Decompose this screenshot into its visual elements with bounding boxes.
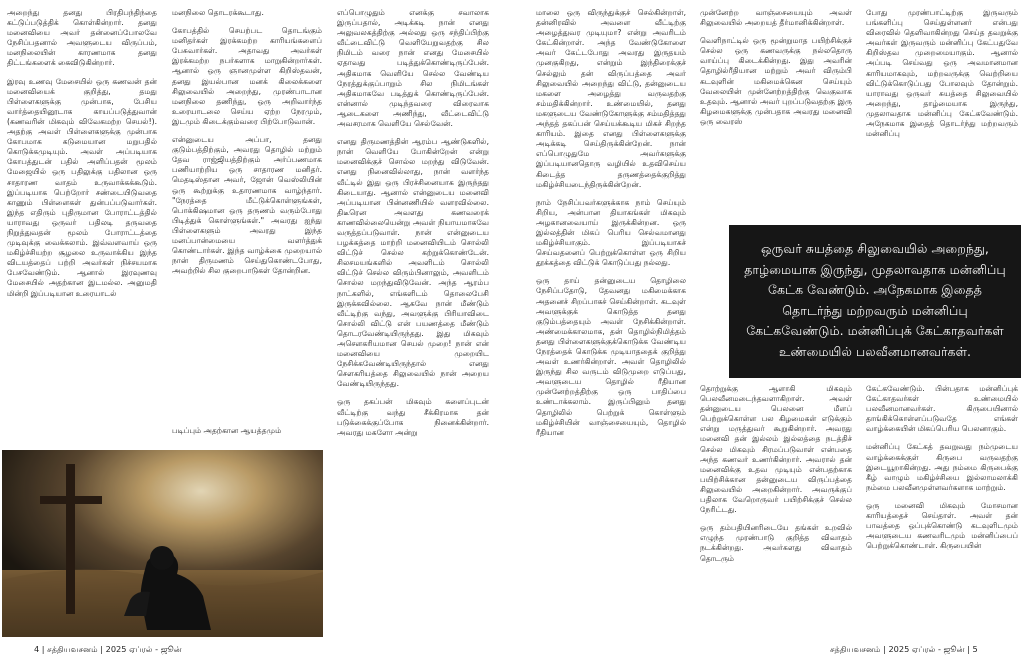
paragraph: அறைந்து தனது பிரதிபந்திந்தை கட்டுப்படுத்திக் கொள்கின்றார். தனது மனைவியை அவர் தன்னைப்போலவே நேசிப்பதனால் அவளுடைய விருப்பம், மனநிலையின் காரணமாக தனது திட்டங்களைக் கைவிடுகின்றார். (7, 8, 157, 68)
paragraph: படிப்பும் அதற்கான ஆயத்தமும் (172, 426, 282, 435)
pull-quote: ஒருவர் சுயத்தை சிலுவையில் அறைந்து, தாழ்மையாக இருந்து, முதலாவதாக மன்னிப்பு கேட்க வேண்டும். அநேகமாக இதைத் தொடர்ந்து மற்றவரும் மன்னிப்பு கேட்கவேண்டும். மன்னிப்புக் கேட்காதவர்கள் உண்மையில் பலவீனமானவர்கள். (729, 225, 1021, 378)
left-col-2-bottom (172, 426, 322, 446)
paragraph: நாம் நேசிப்பவர்களுக்காக நாம் செய்யும் சிறிய, அன்பான தியாகங்கள் மிகவும் அழகானவையாய் இருக்கின்றன. ஒரு இல்லத்தின் மிகப் பெரிய செல்வமானது மகிழ்ச்சியாகும். இப்படியாகச் செய்வதனைப் பெற்றுக்கொள்ள ஒரு சிறிய தூக்கத்தை விட்டுக் கொடுப்பது நல்லது. (536, 197, 686, 268)
paragraph: ஒரு தகப்பன் மிகவும் களைப்புடன் வீட்டிற்கு வந்து சீக்கிரமாக தன் படுக்கைக்குப்போக நினைக்கின்றார். அவரது மகளோ அன்று (337, 397, 489, 437)
paragraph: கோபத்தில் செயற்பட தொடங்கும் மனிதர்கள் இரக்கமற்ற காரியங்களைப் பேசுவார்கள். அதாவது அவர்கள் இரக்கமற்ற நபர்களாக மாறுகின்றார்கள். ஆனால் ஒரு ஞானமுள்ள கிறிஸ்தவன், தனது இயல்பான மனக் கிலைக்களை சிலுவையில் அறைந்து, முரண்பாடான மனநிலை தணிந்து, ஒரு அறிவார்ந்த உரையாடலை செய்ய ஏற்ற நேரமும், இடமும் கிடைக்கும்வரை பிற்போடுவான். (172, 26, 322, 126)
paragraph: ஒரு மனைவி மிகவும் மோசமான காரியத்தைச் செய்தாள். அவள் தன் பாவத்தை ஒப்புக்கொண்டு கடவுளிடமும் அவளுடைய கணவரிடமும் மன்னிப்பைப் பெற்றுக்கொண்டாள். கிருபையின் (866, 500, 1018, 551)
kneeling-man-at-cross-image (2, 450, 323, 637)
right-col-5-bottom (700, 384, 852, 638)
right-col-6-top (866, 8, 1018, 222)
paragraph: மனநிலை தொடரக்கூடாது. (172, 8, 264, 17)
paragraph: ஒரு தம்பதியினரிடையே தங்கள் உறவில் எழுந்த முரண்பாடு குறித்த விவாதம் நடக்கின்றது. அவர்களது விவாதம் தொடரும் (700, 523, 852, 563)
paragraph: போது முரண்பாட்டிற்கு இருவரும் பங்களிப்பு செய்துள்ளனர் என்பது விரைவில் தெளிவாகின்றது செய்த தவறுக்கு அவர்கள் இருவரும் மன்னிப்பு கேட்பதுவே கிறிஸ்தவ முறைமையாகும். ஆனால் அப்படி செய்வது ஒரு அவமானமான காரியமாகவும், மற்றவருக்கு வெற்றியை விட்டுக்கொடுப்பது போலவும் தோன்றும். யாராவது ஒருவர் சுயத்தை சிலுவையில் அறைந்து, தாழ்மையாக இருந்து, முதலாவதாக மன்னிப்பு கேட்கவேண்டும். அநேகமாக இதைத் தொடர்ந்து மற்றவரும் மன்னிப்பு (866, 8, 1018, 139)
paragraph: வெளிநாட்டில் ஒரு மூன்றுமாத பயிற்சிக்குச் செல்ல ஒரு கணவருக்கு நல்லதொரு வாய்ப்பு கிடைக்கின்றது. இது அவரின் தொழில்ரீதியான மற்றும் அவர் விரும்பி கடவுளின் மகிமைக்கென செய்யும் வேலையின் முன்னேற்றத்திற்கு வெகுவாக உதவும். ஆனால் அவர் புறப்படுவதற்கு இரு கிழமைகளுக்கு முன்பதாக அவரது மனைவி ஒரு வைரஸ் (700, 36, 852, 126)
paragraph: கேட்கவேண்டும். பின்பதாக மன்னிப்புக் கேட்காதவர்கள் உண்மையில் பலவீனமானவர்கள். கிருபையினால் தாங்கிக்கொள்ளப்படுவதே எங்கள் வாழ்க்கையின் மிகப்பெரிய பெலனாகும். (866, 384, 1018, 434)
photo-illustration (2, 450, 323, 637)
paragraph: மன்னிப்பு கேட்கத் தவறுவது நம்முடைய வாழ்க்கைக்குள் கிருபை வருவதற்கு இடையூறாகின்றது. அது நம்மை கிருபைக்கு கீழ் வாழும் மகிழ்ச்சியை இல்லாமலாக்கி நம்மை பலவீனமுள்ளவர்களாக மாற்றும். (866, 442, 1018, 492)
paragraph: தொற்றுக்கு ஆளாகி மிகவும் பெலவீனமடைந்தவளாகிறாள். அவள் தன்னுடைய பெலனை மீளப் பெற்றுக்கொள்ள பல கிழமைகள் எடுக்கும் என்று மருத்துவர் கூறுகின்றார். அவரது மனைவி தன் இல்லம் இல்லத்தை நடத்திச் செல்ல மிகவும் சிரமப்படுவாள் என்பதை அந்த கணவர் உணர்கின்றார். அவரால் தன் மனைவிக்கு உதவ முடியும் என்பதற்காக பயிற்சிக்கான தன்னுடைய விருப்பத்தை சிலுவையில் அறைகின்றார். அவருக்குப் பதிலாக வேறொருவர் பயிற்சிக்குச் செல்ல நேரிட்டது. (700, 384, 852, 515)
footer-right: சத்தியவசனம் | 2025 ஏப்ரல் - ஜூன் | 5 (830, 644, 978, 654)
left-col-3 (337, 8, 489, 638)
footer-left: 4 | சத்தியவசனம் | 2025 ஏப்ரல் - ஜூன் (34, 644, 182, 654)
left-col-1 (7, 8, 157, 448)
right-col-4 (536, 8, 686, 638)
left-col-2 (172, 8, 322, 440)
paragraph: எப்பொழுதும் எனக்கு சவாலாக இருப்பதால், அடிக்கடி நான் எனது அலுவலகத்திற்கு அல்லது ஒரு சந்திப்பிற்கு வீட்டைவிட்டு வெளியேறுவதற்கு சில நிமிடம் வரை நான் எனது மேசையில் ஏதாவது படித்துக்கொண்டிருப்பேன். அதிகமாக வெளியே செல்ல வேண்டிய நேரத்துக்குப்பாறும் சில நிமிடங்கள் அதிகமாகவே படித்துக் கொண்டிருப்பேன். என்னால் முடிந்தவரை விரைவாக ஆடைகளை அணிந்து, வீட்டைவிட்டு அவசரமாக வெளியே செல்வேன். (337, 8, 489, 129)
right-col-6-bottom (866, 384, 1018, 638)
right-col-5-top (700, 8, 852, 222)
paragraph: ஒரு தாய் தன்னுடைய தொழிலை நேசிப்பதோடு, தேவனது மகிமைக்காக அதனைச் சிறப்பாகச் செய்கின்றாள். கடவுள் அவளுக்குக் கொடுத்த தனது குடும்பத்தையும் அவள் நேசிக்கின்றாள். அண்மைக்காலமாக, தன் தொழில்நிமித்தம் தனது பிள்ளைகளுக்குக்கொடுக்க வேண்டிய நேரத்தைக் கொடுக்க முடியாததைக் குறித்து அவள் உணர்கின்றாள். அவள் தொழிலில் இருந்து சில வருடம் விடுமுறை எடுப்பது, அவளுடைய தொழில் ரீதியான முன்னேற்றத்திற்கு ஒரு பாதிப்பை உண்டாக்கலாம். இருப்பினும் தனது தொழிலில் பெற்றுக் கொள்ளும் மகிழ்ச்சியின் வாஞ்சையையும், தொழில் ரீதியான (536, 276, 686, 437)
paragraph: எனது திருமணத்தின் ஆரம்ப ஆண்டுகளில், நான் வெளியே போகின்றேன் என்று மனைவிக்குச் சொல்ல மறந்து விடுவேன். எனது நினைவில்லாது, நான் வளர்ந்த வீட்டில் இது ஒரு பிரச்சினையாக இருந்தது கிடையாது. ஆனால் என்னுடைய மனைவி அப்படியான பின்னணியில் வளரவில்லை. திடீரென அவளது கணவரைக் காணவில்லையென்று அவள் நியாயமாகவே வருத்தப்படுவாள். நான் என்னுடைய பழக்கத்தை மாற்றி மனைவியிடம் சொல்லி விட்டுச் செல்ல கற்றுக்கொண்டேன். சிலசமயங்களில் அவளிடம் சொல்லி விட்டுச் செல்ல விரும்பினாலும், அவளிடம் சொல்ல மறந்துவிடுவேன். அந்த ஆரம்ப நாட்களில், எங்களிடம் தொலைபேசி இருக்கவில்லை. ஆகவே நான் மீண்டும் வீட்டிற்கு வந்து, அவளுக்கு பிரியாவிடை சொல்லி விட்டு என் பயணத்தை மீண்டும் தொடரவேண்டியிருந்தது. இது மிகவும் அசௌகரியமான செயல் முறை! நான் என் மனைவியை முறையிட நேசிக்கவேண்டியிருந்தால் எனது சௌகரியத்தை சிலுவையில் நான் அறைய வேண்டியிருந்தது. (337, 137, 489, 389)
paragraph: இரவு உணவு மேசையில் ஒரு கணவன் தன் மனைவியைக் குறித்து, தமது பிள்ளைகளுக்கு முன்பாக, பேசிய வார்த்தையினூடாக காயப்படுத்துவான் (கணவரின் மிகவும் விவேகமற்ற செயல்!). அதற்கு அவள் பிள்ளைகளுக்கு முன்பாக கோபமாக கடுமையான மறுபதில் கொடுக்கமுடியும். அவள் அப்படியாக கோபத்துடன் பதில் அளிப்பதன் மூலம் மேஜையில் ஒரு பதிலுக்கு பதிலான ஒரு சாதாரண வாதம் உருவாக்கக்கூடும். இப்படியாக பெற்றோர் சண்டையிடுவதை காணும் பிள்ளைகள் துன்பப்படுவார்கள். இந்த எதிரும் புதிருமான போராட்டத்தில் யாராவது ஒருவர் பதிலடி தருவதை நிறுத்துவதன் மூலம் போராட்டத்தை முடிவுக்கு வைக்கலாம். இவ்வளவாய் ஒரு மகிழ்ச்சியற்ற சூழலை உருவாக்கிய இந்த விடயத்தைப் பற்றி அவர்கள் நிச்சயமாக பேசவேண்டும். ஆனால் இரவுணவு மேசையில் அதற்கான இடமல்ல. அனுமதி மின்றி இப்படியான உரையாடல் (7, 76, 157, 298)
paragraph: முன்னேற்ற வாஞ்சையையும் அவள் சிலுவையில் அறையத் தீர்மானிக்கின்றாள். (700, 8, 852, 28)
paragraph: என்னுடைய அப்பா, தனது குடும்பத்திற்கும், அவரது தொழில் மற்றும் தேவ ராஜ்ஜியத்திற்கும் அர்ப்பணமாக பணியாற்றிய ஒரு சாதாரண மனிதர். மெதடிஸ்தான அவர், ஜோன் வெஸ்லியின் ஒரு கூற்றுக்கு உதாரணமாக வாழ்ந்தார். "நேரத்தை மீட்டுக்கொள்ளுங்கள், பொக்கிஷமான ஒரு தருணம் வரும்போது பிடித்துக் கொள்ளுங்கள்." அவரது ஐந்து பிள்ளைகளும் அவரது இந்த மனப்பான்மையை வளர்த்துக் கொண்டார்கள். இந்த வாழ்க்கை முறையால் நான் திருமணம் செய்துகொண்டபோது, அவற்றில் சில குறைபாடுகள் தோன்றின. (172, 135, 322, 276)
paragraph: மாலை ஒரு விருந்துக்குச் செல்கின்றாள், தன்னிரவில் அவளை வீட்டிற்கு அழைத்துவர முடியுமா? என்று அவரிடம் கேட்கின்றாள். அந்த வேண்டுகோளை அவர் கேட்டபோது அவரது இருதயம் முனகுகிறது, என்றும் இந்திரைக்குச் செல்லும் தன் விருப்பத்தை அவர் சிலுவையில் அறைந்து விட்டு, தன்னுடைய மகளை அழைத்து வருவதற்கு சம்மதிக்கின்றார். உண்மையில், தனது மகளுடைய வேண்டுகோளுக்கு சம்மதித்தது அந்தத் தகப்பன் செய்யக்கூடிய மிகச் சிறந்த காரியம். இதை எனது பிள்ளைகளுக்கு அடிக்கடி செய்திருக்கின்றேன். நான் எப்பொழுதுமே அவர்களுக்கு இப்படியானதொரு வழியில் உதவிசெய்ய கிடைத்த தருணத்தைக்குறித்து மகிழ்ச்சியடைந்திருக்கின்றேன். (536, 8, 686, 189)
